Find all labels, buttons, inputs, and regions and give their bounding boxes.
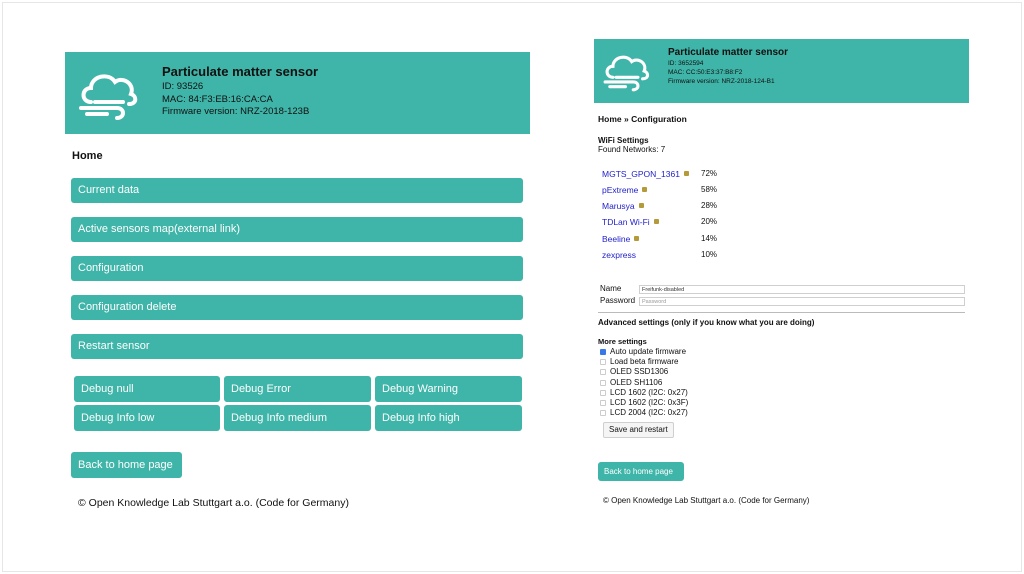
save-and-restart-button[interactable]: Save and restart: [603, 422, 674, 438]
configuration-delete-button[interactable]: Configuration delete: [71, 295, 523, 320]
checkbox[interactable]: [600, 400, 606, 406]
name-label: Name: [600, 284, 622, 293]
network-link[interactable]: [602, 234, 639, 244]
checkbox-checked[interactable]: [600, 349, 606, 355]
right-header-title: Particulate matter sensor: [668, 47, 789, 58]
oled-sh1106-option[interactable]: OLED SH1106: [600, 378, 662, 387]
right-firmware-version: Firmware version: NRZ-2018-124-B1: [668, 78, 775, 85]
lcd-2004-0x27-option[interactable]: LCD 2004 (I2C: 0x27): [600, 408, 688, 417]
cloud-wind-logo-icon: [602, 46, 652, 96]
network-signal: 10%: [701, 250, 718, 259]
divider: [598, 312, 965, 313]
network-ssid: Beeline: [602, 234, 631, 244]
debug-error-button[interactable]: Debug Error: [224, 376, 371, 402]
right-back-home-button[interactable]: Back to home page: [598, 462, 684, 481]
wifi-settings-title: WiFi Settings: [598, 136, 649, 145]
checkbox[interactable]: [600, 390, 606, 396]
network-ssid: Marusya: [602, 201, 635, 211]
network-signal: 58%: [701, 185, 718, 194]
network-ssid: MGTS_GPON_1361: [602, 169, 680, 179]
advanced-settings-title: Advanced settings (only if you know what you are doing): [598, 318, 815, 327]
debug-warning-button[interactable]: Debug Warning: [375, 376, 522, 402]
left-header: [65, 52, 530, 134]
password-input[interactable]: Password: [639, 297, 965, 306]
network-ssid: zexpress: [602, 250, 637, 260]
network-ssid: TDLan Wi-Fi: [602, 217, 650, 227]
debug-info-low-button[interactable]: Debug Info low: [74, 405, 220, 431]
right-device-id: ID: 3652594: [668, 60, 704, 67]
network-link[interactable]: [602, 250, 636, 260]
current-data-button[interactable]: Current data: [71, 178, 523, 203]
left-device-id: ID: 93526: [162, 81, 204, 92]
left-section-title: Home: [72, 150, 103, 162]
left-firmware-version: Firmware version: NRZ-2018-123B: [162, 106, 310, 117]
network-link[interactable]: [602, 185, 647, 195]
right-device-mac: MAC: CC:50:E3:37:B8:F2: [668, 69, 743, 76]
network-signal: 28%: [701, 201, 718, 210]
left-page: [65, 52, 530, 134]
debug-info-medium-button[interactable]: Debug Info medium: [224, 405, 371, 431]
lock-icon: [639, 203, 644, 208]
lock-icon: [642, 187, 647, 192]
network-signal: 14%: [701, 234, 718, 243]
load-beta-option[interactable]: Load beta firmware: [600, 357, 678, 366]
network-ssid: pExtreme: [602, 185, 639, 195]
debug-null-button[interactable]: Debug null: [74, 376, 220, 402]
checkbox[interactable]: [600, 359, 606, 365]
lcd-1602-0x3f-option[interactable]: LCD 1602 (I2C: 0x3F): [600, 398, 688, 407]
right-footer: © Open Knowledge Lab Stuttgart a.o. (Code for Germany): [603, 496, 810, 505]
checkbox[interactable]: [600, 380, 606, 386]
network-link[interactable]: [602, 169, 689, 179]
lcd-1602-0x27-option[interactable]: LCD 1602 (I2C: 0x27): [600, 388, 688, 397]
sensors-map-button[interactable]: Active sensors map(external link): [71, 217, 523, 242]
oled-ssd1306-option[interactable]: OLED SSD1306: [600, 367, 668, 376]
configuration-button[interactable]: Configuration: [71, 256, 523, 281]
checkbox[interactable]: [600, 369, 606, 375]
cloud-wind-logo-icon: [77, 62, 141, 126]
lock-icon: [634, 236, 639, 241]
found-networks-count: Found Networks: 7: [598, 145, 666, 154]
lock-icon: [654, 219, 659, 224]
restart-sensor-button[interactable]: Restart sensor: [71, 334, 523, 359]
network-link[interactable]: [602, 201, 644, 211]
auto-update-option[interactable]: Auto update firmware: [600, 347, 686, 356]
lock-icon: [684, 171, 689, 176]
network-link[interactable]: [602, 217, 659, 227]
name-input[interactable]: Freifunk-disabled: [639, 285, 965, 294]
left-back-home-button[interactable]: Back to home page: [71, 452, 182, 478]
left-device-mac: MAC: 84:F3:EB:16:CA:CA: [162, 93, 273, 105]
breadcrumb: Home » Configuration: [598, 114, 687, 124]
debug-info-high-button[interactable]: Debug Info high: [375, 405, 522, 431]
network-signal: 72%: [701, 169, 718, 178]
password-label: Password: [600, 296, 636, 305]
right-header: [594, 39, 969, 103]
checkbox[interactable]: [600, 410, 606, 416]
more-settings-title: More settings: [598, 337, 647, 346]
network-signal: 20%: [701, 217, 718, 226]
left-header-title: Particulate matter sensor: [162, 64, 319, 79]
left-footer: © Open Knowledge Lab Stuttgart a.o. (Code for Germany): [78, 497, 349, 509]
